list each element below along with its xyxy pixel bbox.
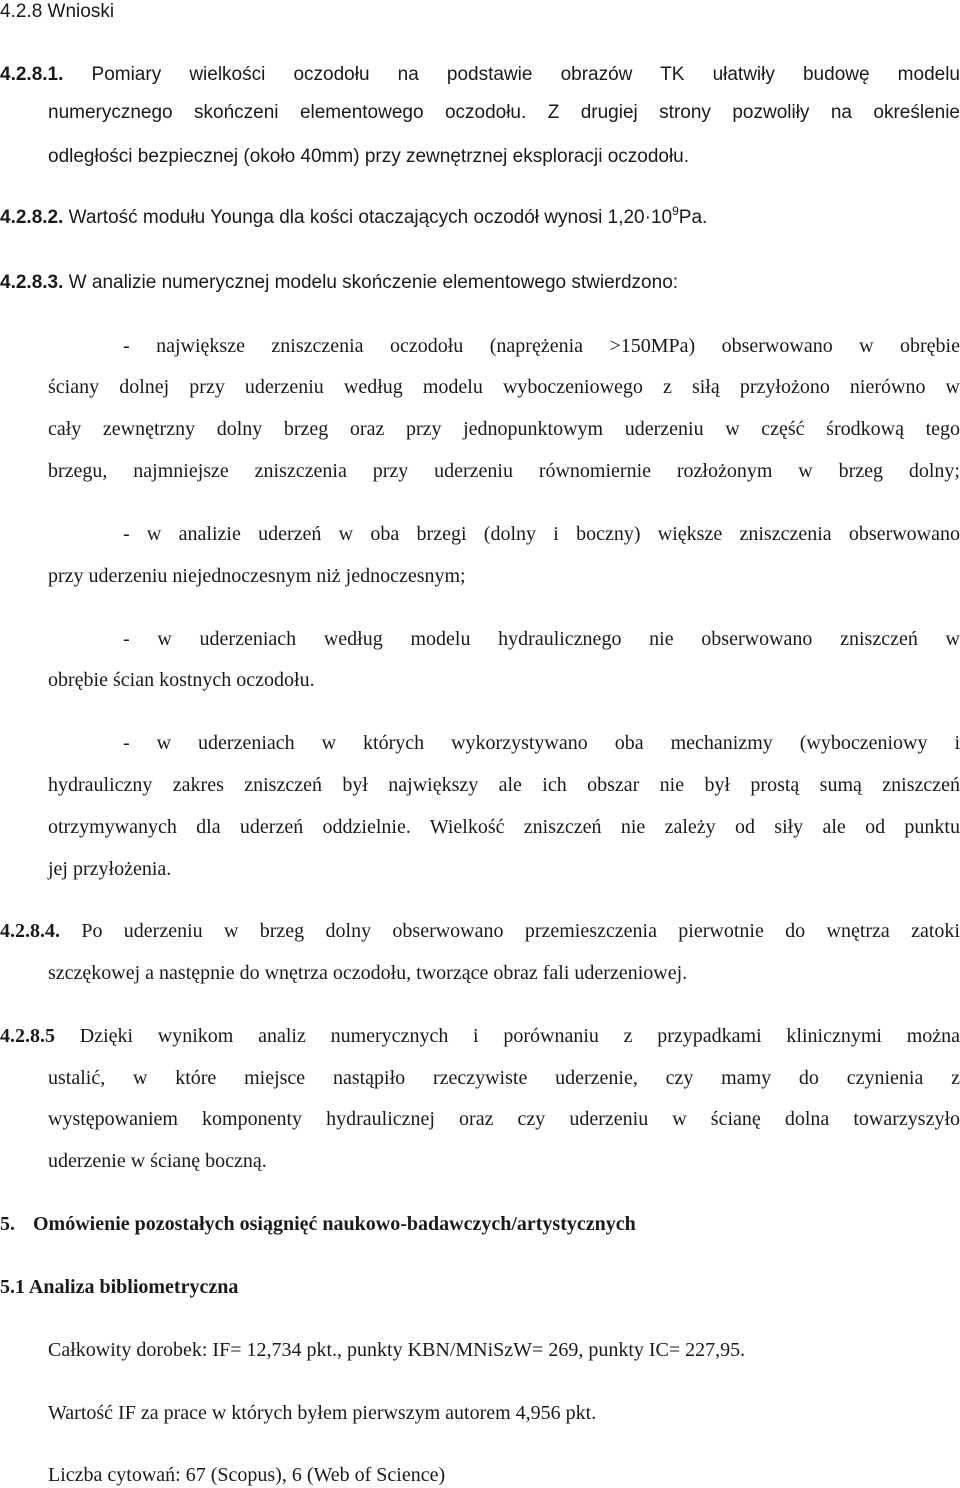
- paragraph-4-2-8-4-line-2: szczękowej a następnie do wnętrza oczodołu, tworzące obraz fali uderzeniowej.: [48, 962, 688, 984]
- bullet-1-line-4: brzegu, najmniejsze zniszczenia przy uderzeniu równomiernie rozłożonym w brzeg dolny;: [48, 460, 960, 482]
- paragraph-4-2-8-5-line-2: ustalić, w które miejsce nastąpiło rzeczywiste uderzenie, czy mamy do czynienia z: [48, 1067, 960, 1089]
- first-author-if-line: Wartość IF za prace w których byłem pierwszym autorem 4,956 pkt.: [48, 1402, 597, 1424]
- section-heading-5-1: 5.1 Analiza bibliometryczna: [0, 1276, 239, 1298]
- paragraph-number: 4.2.8.2.: [0, 207, 64, 228]
- paragraph-number: 4.2.8.4.: [0, 920, 60, 942]
- bullet-1-line-2: ściany dolnej przy uderzeniu według modelu wyboczeniowego z siłą przyłożono nierówno w: [48, 376, 960, 398]
- bullet-1-line-1: - największe zniszczenia oczodołu (naprężenia >150MPa) obserwowano w obrębie: [123, 335, 960, 357]
- bullet-4-line-1: - w uderzeniach w których wykorzystywano oba mechanizmy (wyboczeniowy i: [123, 732, 960, 754]
- bullet-4-line-4: jej przyłożenia.: [48, 858, 172, 880]
- paragraph-4-2-8-5-line-3: występowaniem komponenty hydraulicznej oraz czy uderzeniu w ścianę dolna towarzyszyło: [48, 1108, 960, 1130]
- bullet-2-line-2: przy uderzeniu niejednoczesnym niż jednoczesnym;: [48, 565, 466, 587]
- paragraph-4-2-8-5-line-1: 4.2.8.5 Dzięki wynikom analiz numerycznych i porównaniu z przypadkami klinicznymi można: [0, 1025, 960, 1047]
- bullet-3-line-1: - w uderzeniach według modelu hydraulicznego nie obserwowano zniszczeń w: [123, 628, 960, 650]
- total-output-line: Całkowity dorobek: IF= 12,734 pkt., punkty KBN/MNiSzW= 269, punkty IC= 227,95.: [48, 1339, 746, 1361]
- paragraph-number: 4.2.8.3.: [0, 272, 64, 293]
- paragraph-4-2-8-5-line-4: uderzenie w ścianę boczną.: [48, 1150, 267, 1172]
- bullet-1-line-3: cały zewnętrzny dolny brzeg oraz przy jednopunktowym uderzeniu w część środkową tego: [48, 418, 960, 440]
- section-title: Omówienie pozostałych osiągnięć naukowo-badawczych/artystycznych: [33, 1213, 636, 1235]
- section-heading-4-2-8: 4.2.8 Wnioski: [0, 1, 115, 22]
- bullet-4-line-3: otrzymywanych dla uderzeń oddzielnie. Wielkość zniszczeń nie zależy od siły ale od punktu: [48, 816, 960, 838]
- paragraph-4-2-8-2: 4.2.8.2. Wartość modułu Younga dla kości otaczających oczodół wynosi $1,20\cdot 10^9Pa$.: [0, 204, 708, 228]
- paragraph-number: 4.2.8.1.: [0, 64, 64, 85]
- section-number: 5.: [0, 1213, 15, 1235]
- paragraph-4-2-8-1-line-1: 4.2.8.1. Pomiary wielkości oczodołu na podstawie obrazów TK ułatwiły budowę modelu: [0, 64, 960, 85]
- paragraph-4-2-8-1-line-3: odległości bezpiecznej (około 40mm) przy zewnętrznej eksploracji oczodołu.: [48, 146, 690, 167]
- exponent: 9: [672, 204, 679, 218]
- paragraph-4-2-8-4-line-1: 4.2.8.4. Po uderzeniu w brzeg dolny obserwowano przemieszczenia pierwotnie do wnętrza zatoki: [0, 920, 960, 942]
- paragraph-number: 4.2.8.5: [0, 1025, 55, 1047]
- section-heading-5: [0, 1212, 636, 1236]
- bullet-4-line-2: hydrauliczny zakres zniszczeń był największy ale ich obszar nie był prostą sumą zniszczeń: [48, 774, 960, 796]
- bullet-3-line-2: obrębie ścian kostnych oczodołu.: [48, 669, 315, 691]
- paragraph-4-2-8-3: 4.2.8.3. W analizie numerycznej modelu skończenie elementowego stwierdzono:: [0, 272, 679, 293]
- citations-line: Liczba cytowań: 67 (Scopus), 6 (Web of Science): [48, 1464, 446, 1486]
- bullet-2-line-1: - w analizie uderzeń w oba brzegi (dolny i boczny) większe zniszczenia obserwowano: [123, 523, 960, 545]
- paragraph-4-2-8-1-line-2: numerycznego skończeni elementowego oczodołu. Z drugiej strony pozwoliły na określenie: [48, 102, 960, 123]
